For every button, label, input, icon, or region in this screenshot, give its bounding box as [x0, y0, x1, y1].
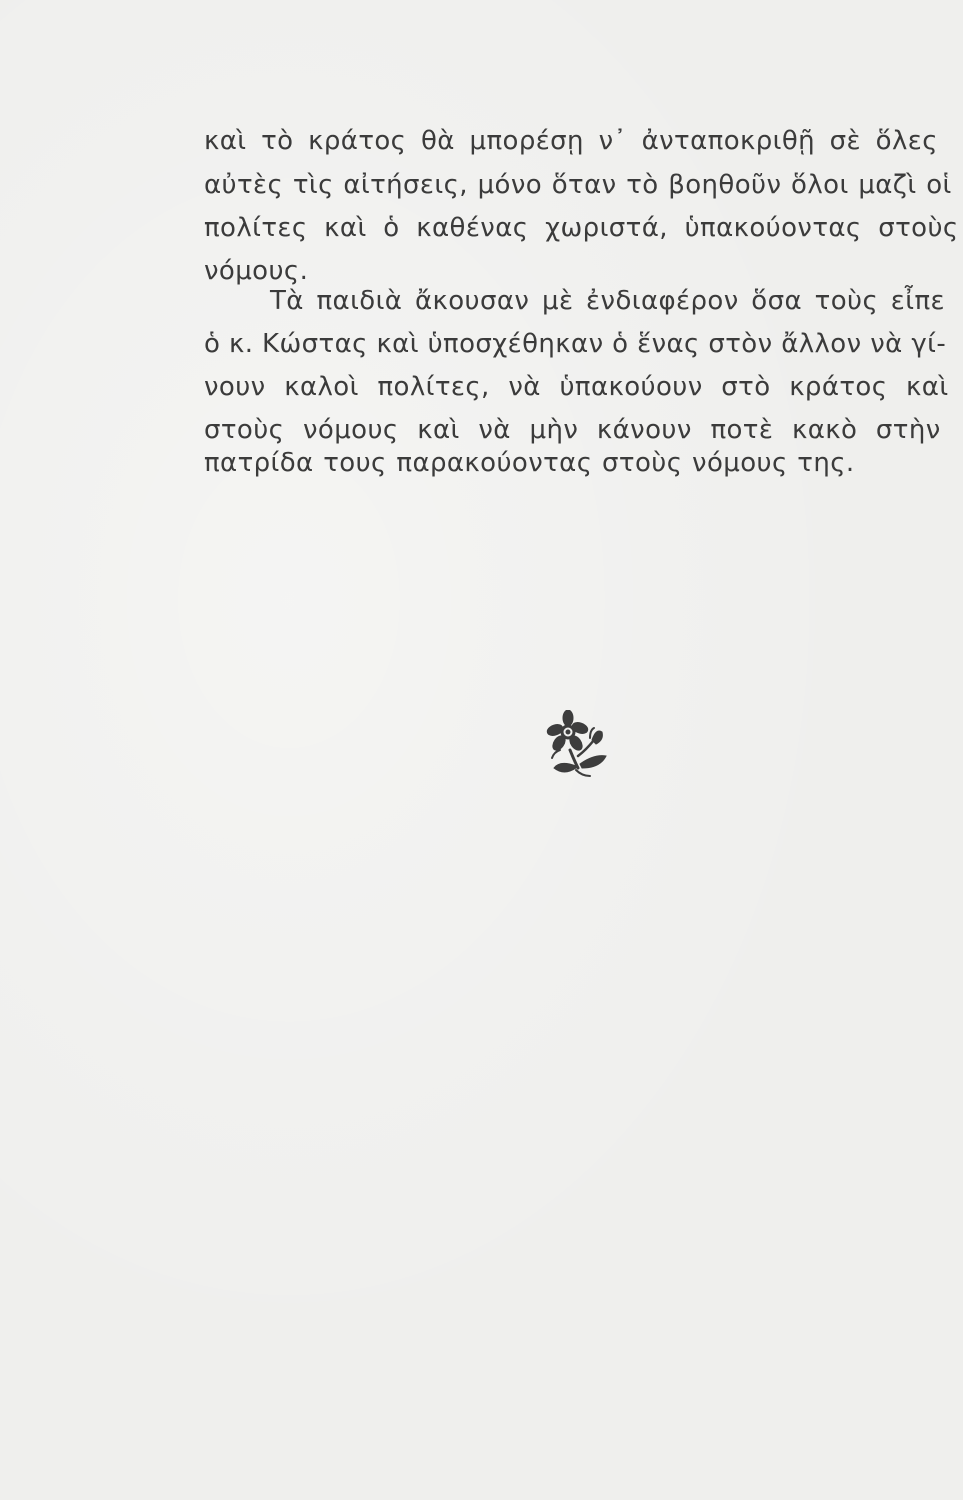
text-line-5: Τὰ παιδιὰ ἄκουσαν μὲ ἐνδιαφέρον ὅσα τοὺς εἶπε	[270, 286, 945, 316]
text-line-7: νουν καλοὶ πολίτες, νὰ ὑπακούουν στὸ κράτος καὶ	[204, 372, 949, 402]
text-line-4: νόμους.	[204, 256, 309, 286]
text-line-9: πατρίδα τους παρακούοντας στοὺς νόμους της.	[204, 448, 855, 478]
text-line-1: καὶ τὸ κράτος θὰ μπορέσῃ ν᾽ ἀνταποκριθῇ σὲ ὅλες	[204, 126, 938, 156]
text-line-3: πολίτες καὶ ὁ καθένας χωριστά, ὑπακούοντας στοὺς	[204, 213, 959, 243]
text-line-8: στοὺς νόμους καὶ νὰ μὴν κάνουν ποτὲ κακὸ στὴν	[204, 415, 941, 445]
flower-ornament-icon	[546, 710, 612, 780]
text-line-2: αὐτὲς τὶς αἰτήσεις, μόνο ὅταν τὸ βοηθοῦν ὅλοι μαζὶ οἱ	[204, 170, 952, 200]
text-line-6: ὁ κ. Κώστας καὶ ὑποσχέθηκαν ὁ ἕνας στὸν ἄλλον νὰ γί-	[204, 329, 947, 359]
